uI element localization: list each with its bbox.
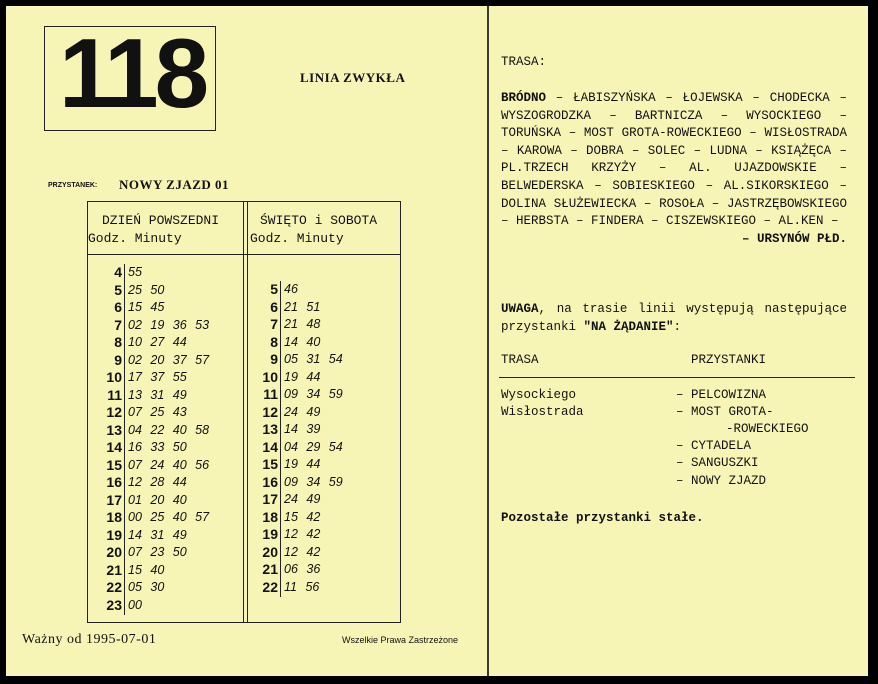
departure-minutes: 14 40 <box>284 334 321 349</box>
departure-hour: 19 <box>262 526 278 542</box>
departure-minutes: 01 20 40 <box>128 492 187 507</box>
col-stops-header: PRZYSTANKI <box>691 353 767 367</box>
holiday-subheader: Godz. Minuty <box>250 231 344 246</box>
departure-hour: 11 <box>107 386 122 403</box>
departure-hour: 13 <box>106 421 122 438</box>
departure-hour: 14 <box>106 439 122 455</box>
departure-hour: 13 <box>262 421 278 437</box>
departure-minutes: 25 50 <box>128 282 165 297</box>
departure-hour: 20 <box>106 544 122 560</box>
departure-minutes: 00 <box>128 597 142 612</box>
route-start: BRÓDNO <box>501 91 547 105</box>
departure-minutes: 11 56 <box>284 579 320 594</box>
request-stops-divider <box>499 377 855 378</box>
departure-minutes: 00 25 40 57 <box>128 510 210 524</box>
departure-hour: 6 <box>114 299 122 315</box>
departure-minutes: 24 49 <box>284 404 321 419</box>
stop-label: PRZYSTANEK: <box>48 182 98 189</box>
request-stop: – SANGUSZKI <box>676 456 759 470</box>
departure-minutes: 15 40 <box>128 562 165 577</box>
departure-minutes: 55 <box>128 265 142 279</box>
departure-minutes: 09 34 59 <box>284 387 343 401</box>
line-type: LINIA ZWYKŁA <box>300 70 406 85</box>
departure-minutes: 19 44 <box>284 369 321 384</box>
departure-minutes: 10 27 44 <box>128 335 187 349</box>
weekday-header: DZIEŃ POWSZEDNI <box>102 213 220 228</box>
departure-hour: 12 <box>106 404 122 420</box>
departure-hour: 9 <box>114 351 122 368</box>
departure-minutes: 07 23 50 <box>128 545 187 559</box>
departure-hour: 22 <box>106 579 122 595</box>
holiday-hour-divider <box>280 281 281 597</box>
departure-minutes: 04 22 40 58 <box>128 422 210 437</box>
departure-minutes: 09 34 59 <box>284 474 343 489</box>
departure-hour: 8 <box>114 334 122 350</box>
departure-minutes: 12 42 <box>284 544 321 559</box>
route-description <box>501 90 847 248</box>
holiday-header: ŚWIĘTO i SOBOTA <box>260 213 378 228</box>
line-number: 118 <box>59 18 206 128</box>
table-column-divider <box>243 202 248 622</box>
stop-name: NOWY ZJAZD 01 <box>119 177 230 192</box>
request-stop: – NOWY ZJAZD <box>676 474 767 488</box>
departure-hour: 4 <box>114 264 122 280</box>
departure-minutes: 06 36 <box>284 562 321 576</box>
request-stop-continued: -ROWECKIEGO <box>726 422 809 436</box>
departure-minutes: 21 51 <box>284 299 321 314</box>
route-end: – URSYNÓW PŁD. <box>741 231 847 246</box>
request-stop: – PELCOWIZNA <box>676 388 767 402</box>
departure-hour: 16 <box>106 474 122 490</box>
departure-minutes: 21 48 <box>284 317 321 331</box>
departure-minutes: 12 42 <box>284 527 321 541</box>
departure-hour: 21 <box>106 561 122 578</box>
route-segment: Wisłostrada <box>501 405 584 419</box>
departure-minutes: 07 25 43 <box>128 405 187 419</box>
valid-from: Ważny od 1995-07-01 <box>22 632 157 647</box>
col-route-header: TRASA <box>501 353 539 367</box>
departure-hour: 9 <box>270 351 278 367</box>
departure-hour: 17 <box>106 491 122 508</box>
timetable-table <box>87 201 401 623</box>
route-segment: Wysockiego <box>501 388 577 402</box>
route-label: TRASA: <box>501 55 547 69</box>
request-stop: – CYTADELA <box>676 439 752 453</box>
line-number-box <box>44 18 216 131</box>
departure-minutes: 16 33 50 <box>128 440 187 454</box>
departure-hour: 18 <box>106 509 122 525</box>
rights-notice: Wszelkie Prawa Zastrzeżone <box>342 635 459 645</box>
fold-line <box>487 6 489 676</box>
weekday-subheader: Godz. Minuty <box>88 231 182 246</box>
departure-minutes: 14 31 49 <box>128 527 187 542</box>
notice-suffix: : <box>673 319 682 334</box>
departure-hour: 19 <box>106 526 122 543</box>
weekday-hour-divider <box>124 264 125 615</box>
departure-minutes: 46 <box>284 282 298 296</box>
departure-hour: 17 <box>262 491 278 507</box>
departure-hour: 6 <box>270 298 278 315</box>
departure-hour: 15 <box>106 456 122 473</box>
departure-hour: 10 <box>106 369 122 385</box>
departure-hour: 14 <box>262 438 278 455</box>
request-stop: – MOST GROTA- <box>676 405 774 419</box>
departure-hour: 5 <box>270 281 278 297</box>
departure-minutes: 12 28 44 <box>128 475 187 489</box>
departure-minutes: 14 39 <box>284 422 321 436</box>
departure-hour: 10 <box>262 368 278 385</box>
departure-minutes: 04 29 54 <box>284 439 343 454</box>
departure-hour: 5 <box>114 281 122 298</box>
departure-minutes: 17 37 55 <box>128 370 187 384</box>
departure-hour: 18 <box>262 508 278 525</box>
departure-minutes: 24 49 <box>284 492 321 506</box>
departure-hour: 11 <box>263 386 278 402</box>
route-text: – ŁABISZYŃSKA – ŁOJEWSKA – CHODECKA – WYSZOGRODZKA – BARTNICZA – WYSOCKIEGO – TORUŃSKA – MOST GROTA-ROWECKIEGO – WISŁOSTRADA – KAROWA – DOBRA – SOLEC – LUDNA – KSIĄŻĘCA – PL.TRZECH KRZYŻY – AL. UJAZDOWSKIE – BELWEDERSKA – SOBIESKIEGO – AL.SIKORSKIEGO – DOLINA SŁUŻEWIECKA – ROSOŁA – JASTRZĘBOWSKIEGO – HERBSTA – FINDERA – CISZEWSKIEGO – AL.KEN – <box>501 91 847 229</box>
departure-minutes: 05 31 54 <box>284 352 343 366</box>
departure-minutes: 13 31 49 <box>128 387 187 402</box>
departure-hour: 23 <box>106 596 122 613</box>
departure-hour: 22 <box>262 578 278 595</box>
other-stops-note: Pozostałe przystanki stałe. <box>501 511 704 525</box>
departure-hour: 15 <box>262 456 278 472</box>
departure-hour: 20 <box>262 543 278 560</box>
departure-hour: 8 <box>270 333 278 350</box>
departure-hour: 7 <box>114 316 122 333</box>
departure-minutes: 05 30 <box>128 580 165 594</box>
departure-minutes: 15 42 <box>284 509 321 524</box>
request-stop-notice <box>501 301 847 336</box>
departure-minutes: 07 24 40 56 <box>128 457 210 472</box>
departure-hour: 16 <box>262 473 278 490</box>
departure-minutes: 19 44 <box>284 457 321 471</box>
departure-hour: 7 <box>270 316 278 332</box>
notice-quoted: "NA ŻĄDANIE" <box>583 319 674 334</box>
notice-text: , na trasie linii występują następujące przystanki <box>501 302 847 334</box>
departure-minutes: 02 19 36 53 <box>128 317 210 332</box>
departure-minutes: 02 20 37 57 <box>128 352 210 367</box>
notice-uwaga: UWAGA <box>501 302 539 316</box>
departure-hour: 21 <box>262 561 278 577</box>
departure-hour: 12 <box>262 403 278 420</box>
departure-minutes: 15 45 <box>128 300 165 314</box>
